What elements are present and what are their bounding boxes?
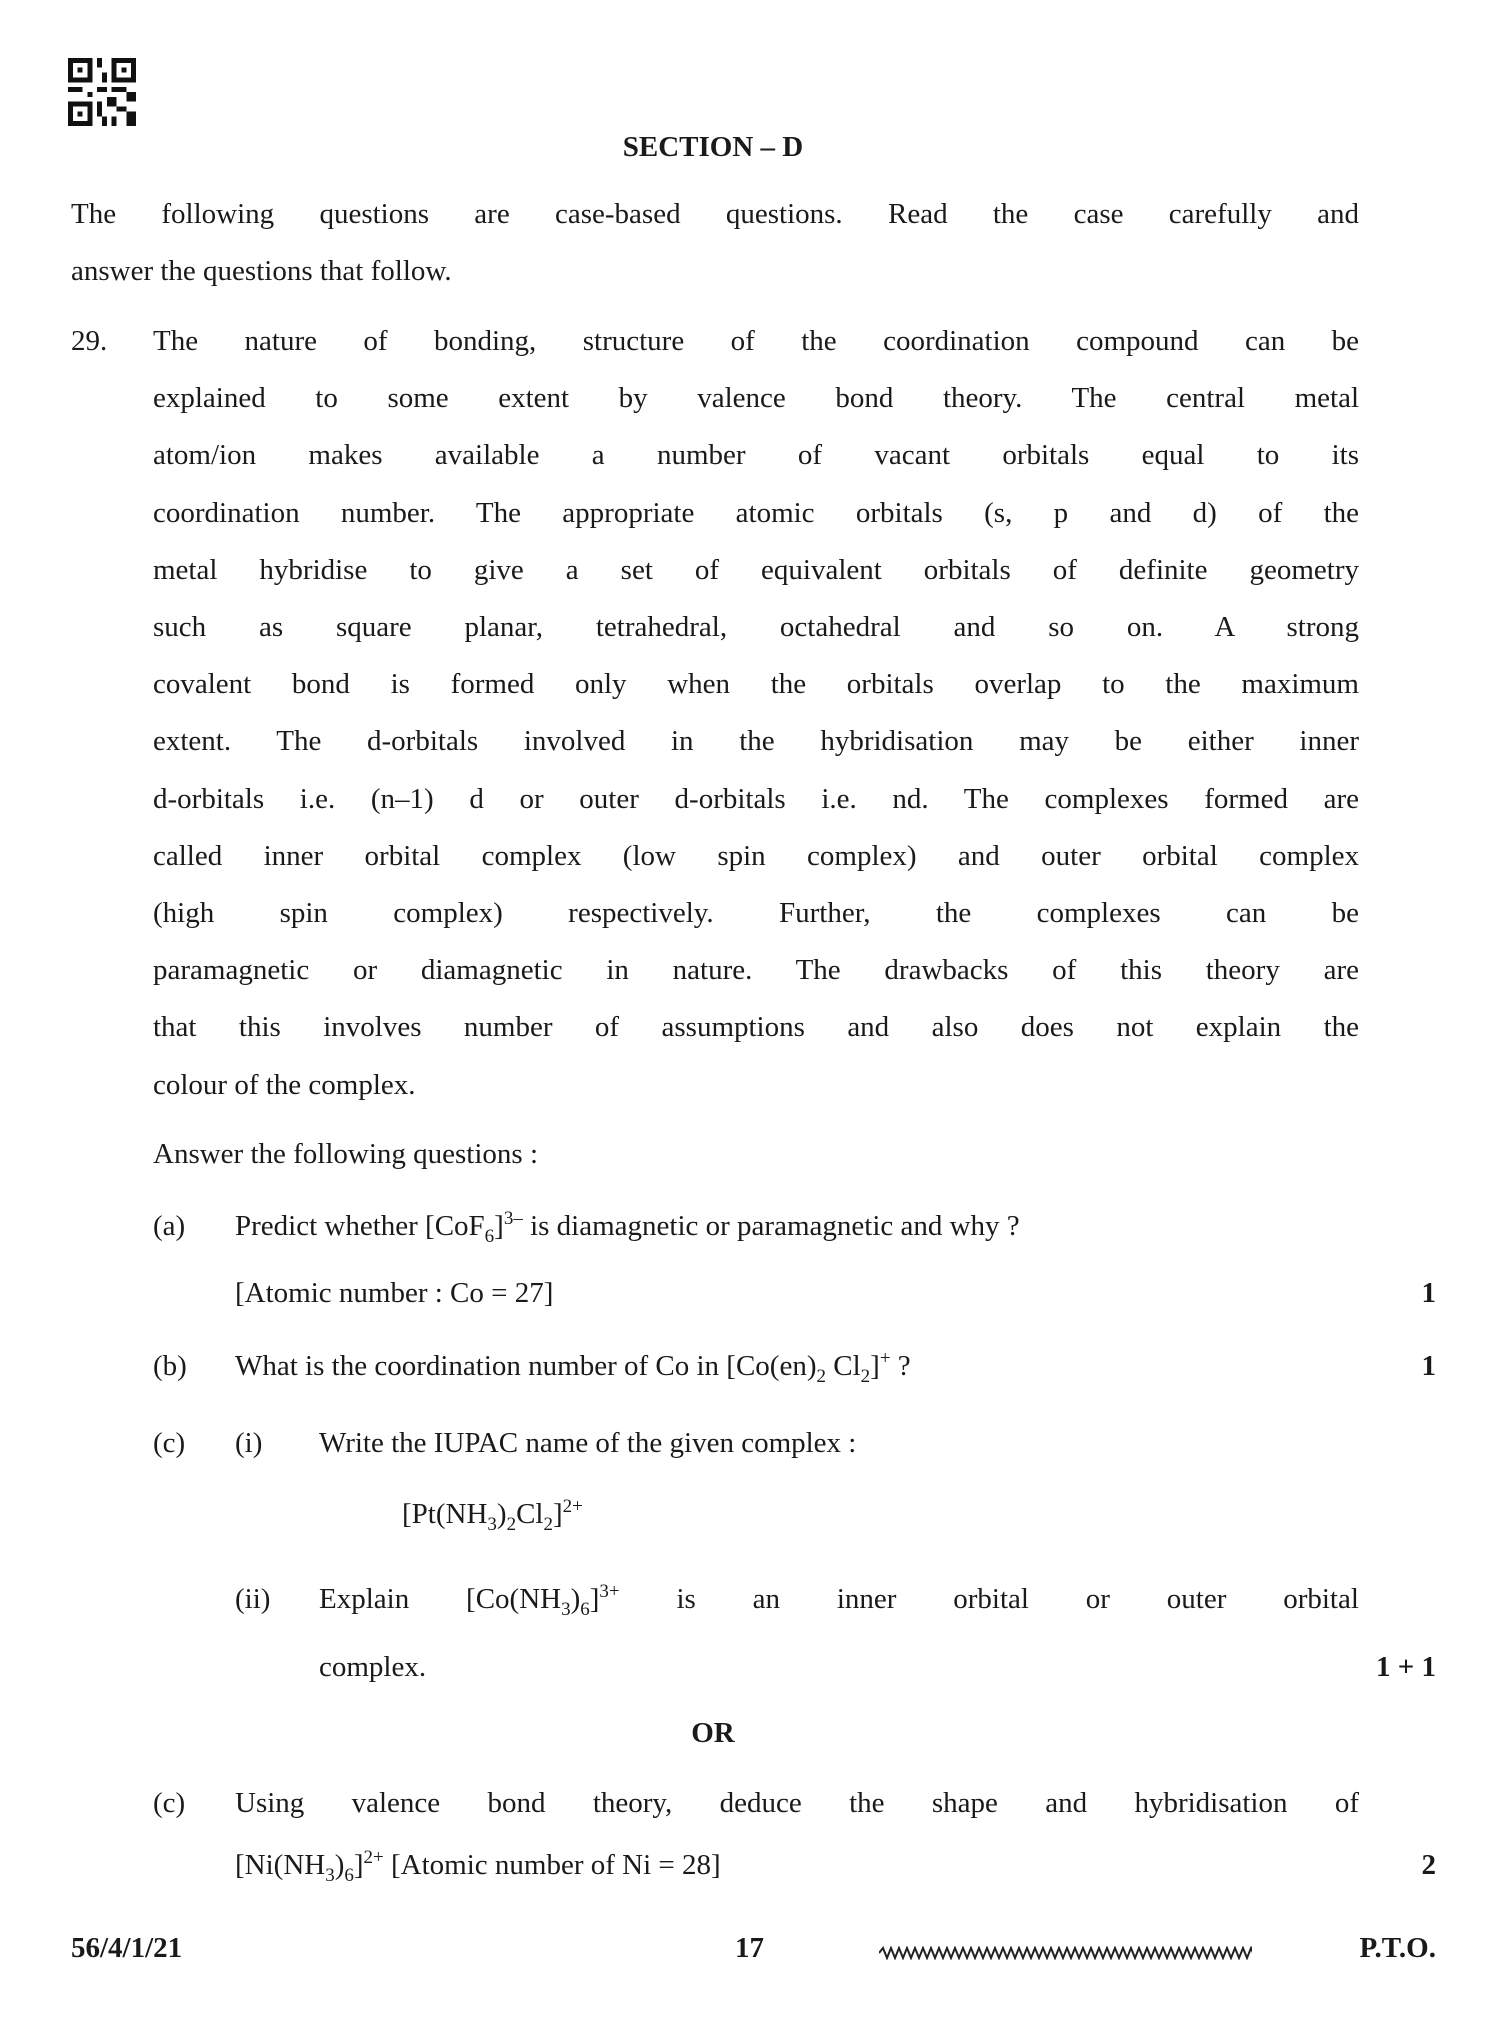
subscript: 2 xyxy=(506,1514,517,1535)
text: orbital xyxy=(953,1583,1029,1615)
passage-line: metal hybridise to give a set of equivalent orbitals of definite geometry xyxy=(153,553,1359,586)
superscript: 2+ xyxy=(562,1496,583,1517)
superscript: + xyxy=(879,1348,891,1369)
passage-line: d-orbitals i.e. (n–1) d or outer d-orbitals i.e. nd. The complexes formed are xyxy=(153,782,1359,815)
superscript: 3– xyxy=(503,1208,523,1229)
part-a-question xyxy=(235,1208,1020,1247)
question-number: 29. xyxy=(71,325,108,357)
subscript: 2 xyxy=(860,1366,871,1387)
part-c-alt-label: (c) xyxy=(153,1787,186,1819)
text: ] xyxy=(353,1849,364,1881)
text: ] xyxy=(494,1210,504,1242)
part-c-ii-line2: complex. xyxy=(319,1651,427,1683)
subscript: 6 xyxy=(484,1226,495,1247)
part-c-i-question: Write the IUPAC name of the given complex : xyxy=(319,1427,857,1459)
part-c-marks: 1 + 1 xyxy=(1375,1651,1436,1683)
text: or xyxy=(1085,1583,1110,1615)
passage-line: called inner orbital complex (low spin complex) and outer orbital complex xyxy=(153,839,1359,872)
part-c-label: (c) xyxy=(153,1427,186,1459)
formula xyxy=(466,1581,620,1620)
subscript: 3 xyxy=(325,1865,335,1886)
passage-line: coordination number. The appropriate atomic orbitals (s, p and d) of the xyxy=(153,496,1359,529)
wavy-line-decoration xyxy=(879,1946,1252,1960)
part-b-marks: 1 xyxy=(1421,1350,1436,1382)
text: [Co(NH xyxy=(466,1583,562,1615)
passage-line: that this involves number of assumptions and also does not explain the xyxy=(153,1011,1359,1044)
text: ) xyxy=(496,1498,507,1530)
subscript: 6 xyxy=(344,1865,354,1886)
part-b-question xyxy=(235,1348,911,1387)
passage-line: The nature of bonding, structure of the coordination compound can be xyxy=(153,325,1359,357)
text: an xyxy=(752,1583,781,1615)
passage-line: paramagnetic or diamagnetic in nature. The drawbacks of this theory are xyxy=(153,954,1359,987)
text: ? xyxy=(890,1350,911,1382)
qr-code-icon xyxy=(67,58,137,126)
text: What is the coordination number of Co in [Co(en) xyxy=(235,1350,817,1382)
text: ) xyxy=(570,1583,581,1615)
subscript: 6 xyxy=(580,1599,590,1620)
pto-label: P.T.O. xyxy=(1359,1932,1436,1964)
passage-line: (high spin complex) respectively. Further, the complexes can be xyxy=(153,897,1359,929)
part-a-atomic-number: [Atomic number : Co = 27] xyxy=(235,1277,554,1309)
passage-line: explained to some extent by valence bond theory. The central metal xyxy=(153,382,1359,415)
text: [Ni(NH xyxy=(235,1849,326,1881)
part-a-label: (a) xyxy=(153,1210,186,1242)
text: orbital xyxy=(1283,1583,1359,1615)
part-c-ii-question xyxy=(319,1581,1359,1620)
part-c-alt-line2 xyxy=(235,1847,721,1886)
text: Cl xyxy=(516,1498,544,1530)
text: ) xyxy=(334,1849,345,1881)
text: is xyxy=(676,1583,696,1615)
text: ] xyxy=(870,1350,880,1382)
passage-line: colour of the complex. xyxy=(153,1068,416,1101)
passage-line: extent. The d-orbitals involved in the hybridisation may be either inner xyxy=(153,725,1359,758)
part-c-alt-line1: Using valence bond theory, deduce the shape and hybridisation of xyxy=(235,1787,1359,1819)
part-c-ii-label: (ii) xyxy=(235,1583,271,1615)
text: [Atomic number of Ni = 28] xyxy=(383,1849,721,1881)
part-c-i-formula xyxy=(402,1496,583,1535)
text: is diamagnetic or paramagnetic and why ? xyxy=(522,1210,1020,1242)
superscript: 2+ xyxy=(363,1847,384,1868)
intro-line: answer the questions that follow. xyxy=(71,255,452,287)
text: outer xyxy=(1166,1583,1227,1615)
part-c-alt-marks: 2 xyxy=(1421,1849,1436,1881)
intro-line: The following questions are case-based questions. Read the case carefully and xyxy=(71,198,1359,230)
passage-line: such as square planar, tetrahedral, octahedral and so on. A strong xyxy=(153,611,1359,643)
or-label: OR xyxy=(691,1717,735,1749)
part-b-label: (b) xyxy=(153,1350,187,1382)
text: inner xyxy=(836,1583,897,1615)
text: ] xyxy=(552,1498,563,1530)
part-c-i-label: (i) xyxy=(235,1427,263,1459)
subscript: 3 xyxy=(561,1599,571,1620)
text: [Pt(NH xyxy=(402,1498,488,1530)
text: Predict whether [CoF xyxy=(235,1210,485,1242)
paper-code: 56/4/1/21 xyxy=(71,1932,183,1964)
subscript: 3 xyxy=(487,1514,497,1535)
subscript: 2 xyxy=(816,1366,826,1387)
text: Explain xyxy=(319,1583,410,1615)
subscript: 2 xyxy=(543,1514,553,1535)
text: Cl xyxy=(825,1350,861,1382)
section-title: SECTION – D xyxy=(622,131,804,163)
passage-line: atom/ion makes available a number of vacant orbitals equal to its xyxy=(153,439,1359,472)
superscript: 3+ xyxy=(599,1581,620,1602)
text: ] xyxy=(589,1583,600,1615)
part-a-marks: 1 xyxy=(1421,1277,1436,1309)
passage-line: covalent bond is formed only when the orbitals overlap to the maximum xyxy=(153,668,1359,701)
page-number: 17 xyxy=(735,1932,764,1964)
instruction: Answer the following questions : xyxy=(153,1138,539,1170)
